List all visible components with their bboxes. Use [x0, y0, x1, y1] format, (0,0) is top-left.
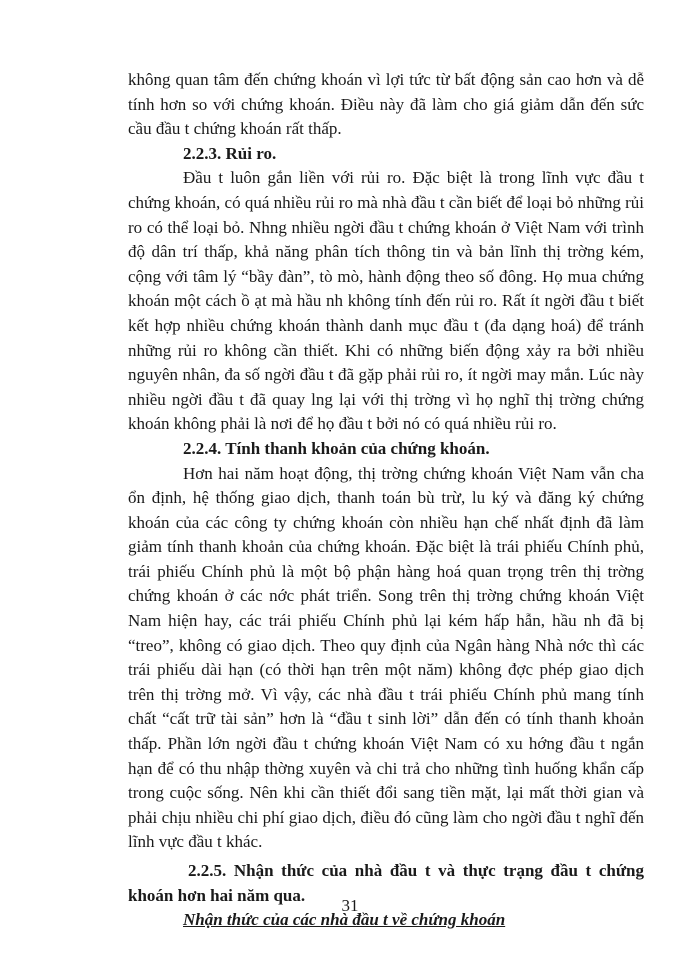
paragraph-intro: không quan tâm đến chứng khoán vì lợi tức từ bất động sản cao hơn và dễ tính hơn so với chứng khoán. Điều này đã làm cho giá giảm dẫn đến sức cầu đầu t chứng khoán rất thấp.: [128, 70, 644, 139]
heading-2-2-3: 2.2.3. Rủi ro.: [183, 143, 277, 163]
paragraph-rui-ro: Đầu t luôn gắn liền với rủi ro. Đặc biệt là trong lĩnh vực đầu t chứng khoán, có quá nhiều rủi ro mà nhà đầu t cần biết để loại bỏ những rủi ro có thể loại bỏ. Nhng nhiều ngời đầu t chứng khoán ở Việt Nam với trình độ dân trí thấp, khả năng phân tích thông tin và bản lĩnh thị trờng kém, cộng với tâm lý “bầy đàn”, tò mò, hành động theo số đông. Họ mua chứng khoán một cách ồ ạt mà hầu nh không tính đến rủi ro. Rất ít ngời đầu t biết kết hợp nhiều chứng khoán thành danh mục đầu t (đa dạng hoá) để tránh những rủi ro không cần thiết. Khi có những biến động xảy ra bởi nhiều nguyên nhân, đa số ngời đầu t đã gặp phải rủi ro, ít ngời may mắn. Lúc này nhiều ngời đầu t đã quay lng lại với thị trờng vì họ nghĩ thị trờng chứng khoán không phải là nơi để họ đầu t bởi nó có quá nhiều rủi ro.: [128, 168, 645, 434]
heading-2-2-5: 2.2.5. Nhận thức của nhà đầu t và thực trạng đầu t chứng khoán hơn hai năm qua.: [128, 861, 644, 905]
subheading-nhan-thuc: Nhận thức của các nhà đầu t về chứng khoán: [183, 910, 506, 930]
heading-2-2-4: 2.2.4. Tính thanh khoản của chứng khoán.: [183, 438, 490, 458]
paragraph-thanh-khoan: Hơn hai năm hoạt động, thị trờng chứng khoán Việt Nam vẫn cha ổn định, hệ thống giao dịch, thanh toán bù trừ, lu ký và đăng ký chứng khoán của các công ty chứng khoán còn nhiều hạn chế nhất định đã làm giảm tính thanh khoản của chứng khoán. Đặc biệt là trái phiếu Chính phủ, trái phiếu Chính phủ là một bộ phận hàng hoá quan trọng trên thị trờng chứng khoán ở các nớc phát triển. Song trên thị trờng chứng khoán Việt Nam hiện hay, các trái phiếu Chính phủ lại kém hấp hẫn, hầu nh đã bị “treo”, không có giao dịch. Theo quy định của Ngân hàng Nhà nớc thì các trái phiếu dài hạn (có thời hạn trên một năm) không đợc phép giao dịch trên thị trờng mở. Vì vậy, các nhà đầu t trái phiếu Chính phủ mang tính chất “cất trữ tài sản” hơn là “đầu t sinh lời” dẫn đến có tính thanh khoản thấp. Phần lớn ngời đầu t chứng khoán Việt Nam có xu hớng đầu t ngắn hạn để có thu nhập thờng xuyên và chi trả cho những tình huống khẩn cấp trong cuộc sống. Nên khi cần thiết đổi sang tiền mặt, lại mất thời gian và phải chịu nhiều chi phí giao dịch, điều đó cũng làm cho ngời đầu t nghĩ đến lĩnh vực đầu t khác.: [128, 463, 644, 852]
page-number: 31: [341, 896, 359, 915]
body-text: [128, 68, 644, 933]
